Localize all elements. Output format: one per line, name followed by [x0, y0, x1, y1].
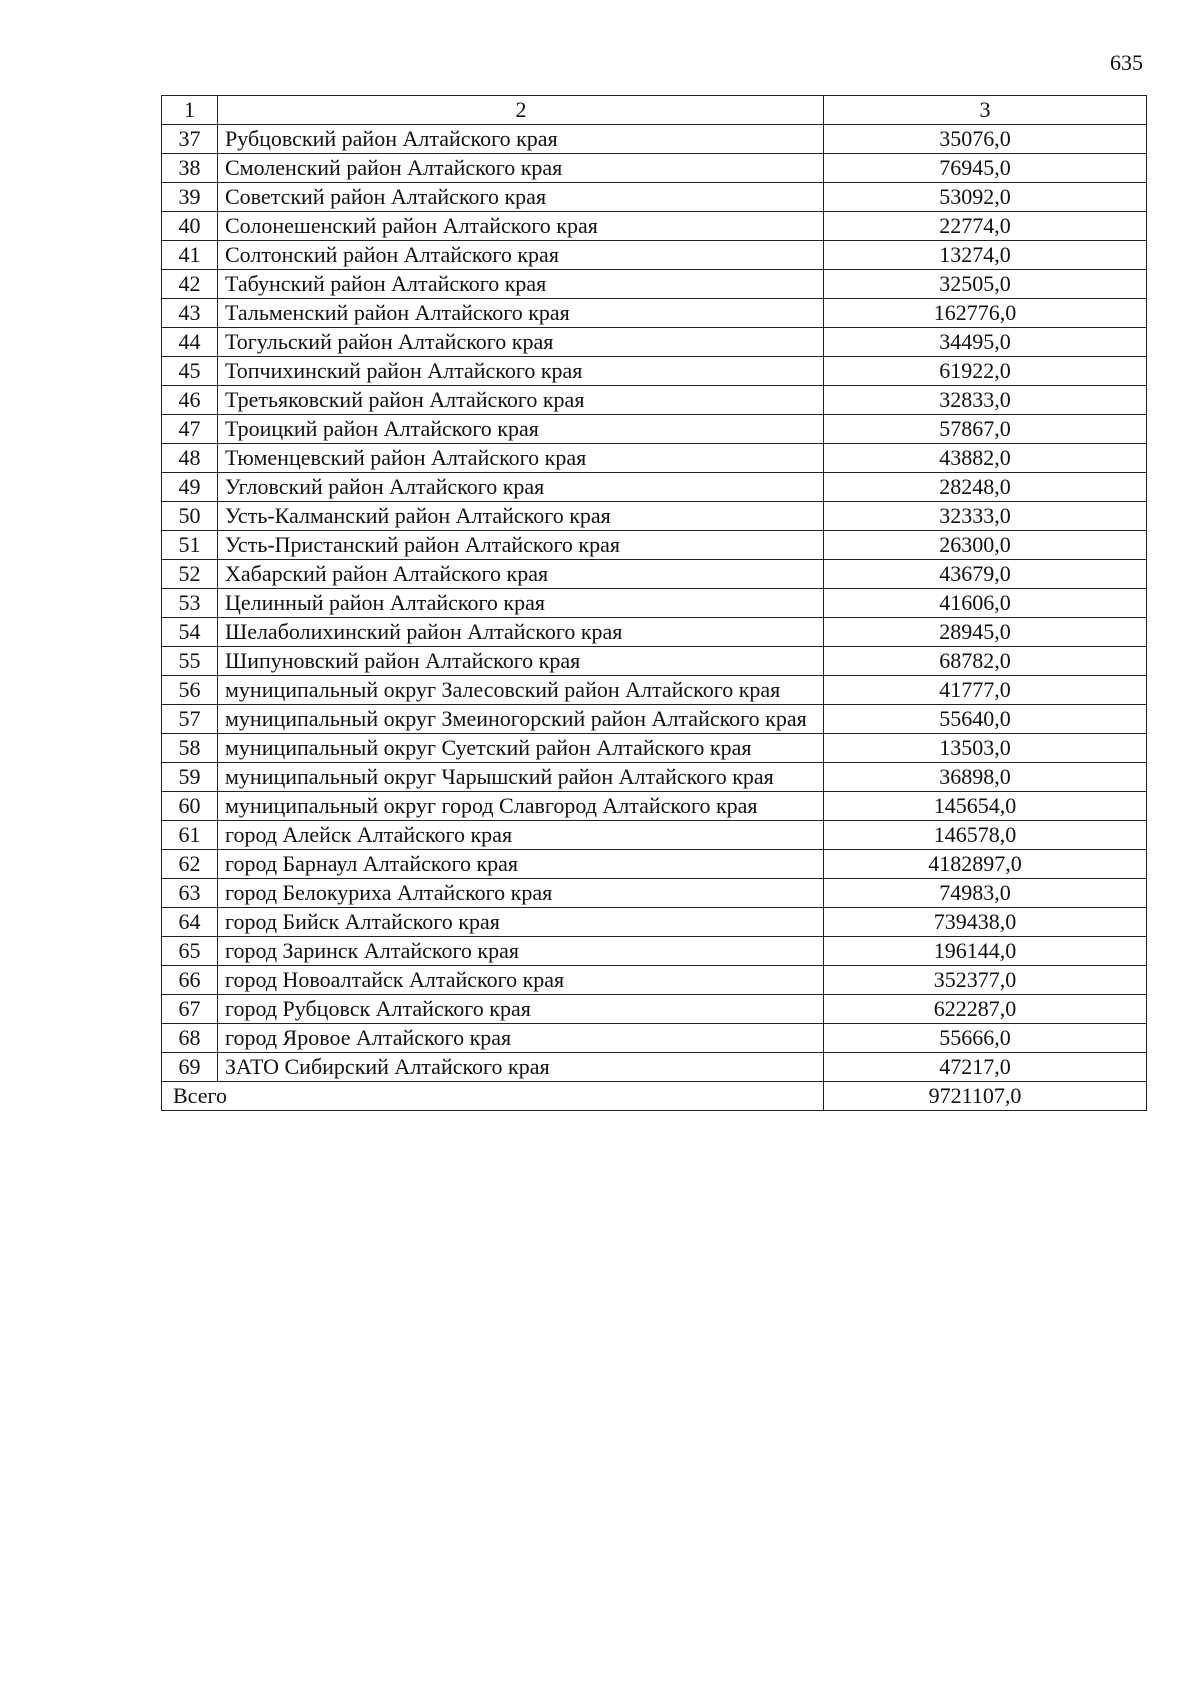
row-name: муниципальный округ Суетский район Алтайского края — [218, 734, 824, 763]
table-row — [162, 415, 1147, 444]
row-amount: 622287,0 — [824, 995, 1147, 1024]
table-row — [162, 531, 1147, 560]
row-number: 67 — [162, 995, 218, 1024]
table-row — [162, 241, 1147, 270]
row-name: Тальменский район Алтайского края — [218, 299, 824, 328]
table-row — [162, 502, 1147, 531]
row-amount: 22774,0 — [824, 212, 1147, 241]
row-name: ЗАТО Сибирский Алтайского края — [218, 1053, 824, 1082]
row-number: 39 — [162, 183, 218, 212]
total-row — [162, 1082, 1147, 1111]
row-number: 57 — [162, 705, 218, 734]
row-amount: 28248,0 — [824, 473, 1147, 502]
row-name: Хабарский район Алтайского края — [218, 560, 824, 589]
row-number: 47 — [162, 415, 218, 444]
row-amount: 145654,0 — [824, 792, 1147, 821]
row-name: муниципальный округ Залесовский район Алтайского края — [218, 676, 824, 705]
row-number: 65 — [162, 937, 218, 966]
row-amount: 35076,0 — [824, 125, 1147, 154]
row-amount: 13274,0 — [824, 241, 1147, 270]
row-number: 44 — [162, 328, 218, 357]
row-name: Топчихинский район Алтайского края — [218, 357, 824, 386]
row-name: город Алейск Алтайского края — [218, 821, 824, 850]
row-number: 41 — [162, 241, 218, 270]
row-amount: 41777,0 — [824, 676, 1147, 705]
row-amount: 32833,0 — [824, 386, 1147, 415]
total-amount: 9721107,0 — [824, 1082, 1147, 1111]
row-amount: 162776,0 — [824, 299, 1147, 328]
row-number: 58 — [162, 734, 218, 763]
header-col-amount: 3 — [824, 96, 1147, 125]
row-amount: 32333,0 — [824, 502, 1147, 531]
row-name: Шипуновский район Алтайского края — [218, 647, 824, 676]
row-amount: 739438,0 — [824, 908, 1147, 937]
row-name: Тогульский район Алтайского края — [218, 328, 824, 357]
table-row — [162, 473, 1147, 502]
row-number: 61 — [162, 821, 218, 850]
row-number: 49 — [162, 473, 218, 502]
row-name: город Новоалтайск Алтайского края — [218, 966, 824, 995]
row-number: 68 — [162, 1024, 218, 1053]
row-amount: 53092,0 — [824, 183, 1147, 212]
row-number: 53 — [162, 589, 218, 618]
row-name: город Яровое Алтайского края — [218, 1024, 824, 1053]
row-name: Солтонский район Алтайского края — [218, 241, 824, 270]
header-col-number: 1 — [162, 96, 218, 125]
row-number: 46 — [162, 386, 218, 415]
row-number: 63 — [162, 879, 218, 908]
row-number: 62 — [162, 850, 218, 879]
row-amount: 13503,0 — [824, 734, 1147, 763]
table-row — [162, 560, 1147, 589]
row-number: 48 — [162, 444, 218, 473]
row-name: Усть-Пристанский район Алтайского края — [218, 531, 824, 560]
row-number: 38 — [162, 154, 218, 183]
row-amount: 34495,0 — [824, 328, 1147, 357]
row-name: Угловский район Алтайского края — [218, 473, 824, 502]
row-name: муниципальный округ Змеиногорский район Алтайского края — [218, 705, 824, 734]
table-row — [162, 879, 1147, 908]
row-number: 37 — [162, 125, 218, 154]
row-name: город Рубцовск Алтайского края — [218, 995, 824, 1024]
row-name: Солонешенский район Алтайского края — [218, 212, 824, 241]
table-row — [162, 937, 1147, 966]
table-row — [162, 734, 1147, 763]
table-row — [162, 328, 1147, 357]
row-amount: 196144,0 — [824, 937, 1147, 966]
row-amount: 47217,0 — [824, 1053, 1147, 1082]
row-amount: 41606,0 — [824, 589, 1147, 618]
allocation-table — [161, 95, 1147, 1111]
table-row — [162, 995, 1147, 1024]
row-number: 43 — [162, 299, 218, 328]
row-amount: 28945,0 — [824, 618, 1147, 647]
row-amount: 55666,0 — [824, 1024, 1147, 1053]
table-row — [162, 705, 1147, 734]
table-row — [162, 618, 1147, 647]
header-col-name: 2 — [218, 96, 824, 125]
row-name: Рубцовский район Алтайского края — [218, 125, 824, 154]
row-number: 40 — [162, 212, 218, 241]
row-name: Третьяковский район Алтайского края — [218, 386, 824, 415]
row-number: 64 — [162, 908, 218, 937]
row-amount: 68782,0 — [824, 647, 1147, 676]
row-amount: 352377,0 — [824, 966, 1147, 995]
row-amount: 76945,0 — [824, 154, 1147, 183]
table-row — [162, 589, 1147, 618]
row-name: Троицкий район Алтайского края — [218, 415, 824, 444]
row-number: 54 — [162, 618, 218, 647]
table-row — [162, 125, 1147, 154]
page-number: 635 — [1110, 50, 1143, 75]
row-number: 56 — [162, 676, 218, 705]
table-row — [162, 270, 1147, 299]
table-row — [162, 821, 1147, 850]
table-row — [162, 1053, 1147, 1082]
row-amount: 4182897,0 — [824, 850, 1147, 879]
row-amount: 55640,0 — [824, 705, 1147, 734]
row-amount: 32505,0 — [824, 270, 1147, 299]
row-number: 52 — [162, 560, 218, 589]
total-label: Всего — [162, 1082, 824, 1111]
table-row — [162, 386, 1147, 415]
table-row — [162, 299, 1147, 328]
row-name: Целинный район Алтайского края — [218, 589, 824, 618]
table-row — [162, 357, 1147, 386]
row-name: город Заринск Алтайского края — [218, 937, 824, 966]
row-number: 50 — [162, 502, 218, 531]
row-number: 66 — [162, 966, 218, 995]
row-name: Усть-Калманский район Алтайского края — [218, 502, 824, 531]
row-name: город Барнаул Алтайского края — [218, 850, 824, 879]
row-number: 45 — [162, 357, 218, 386]
table-row — [162, 183, 1147, 212]
row-number: 55 — [162, 647, 218, 676]
table-row — [162, 212, 1147, 241]
table-header-row — [162, 96, 1147, 125]
row-amount: 43882,0 — [824, 444, 1147, 473]
row-number: 51 — [162, 531, 218, 560]
row-number: 60 — [162, 792, 218, 821]
table-row — [162, 850, 1147, 879]
row-name: муниципальный округ Чарышский район Алтайского края — [218, 763, 824, 792]
row-name: Шелаболихинский район Алтайского края — [218, 618, 824, 647]
table-row — [162, 444, 1147, 473]
row-amount: 26300,0 — [824, 531, 1147, 560]
row-number: 69 — [162, 1053, 218, 1082]
table-row — [162, 966, 1147, 995]
table-row — [162, 908, 1147, 937]
row-amount: 43679,0 — [824, 560, 1147, 589]
table-row — [162, 647, 1147, 676]
row-name: муниципальный округ город Славгород Алтайского края — [218, 792, 824, 821]
row-amount: 57867,0 — [824, 415, 1147, 444]
row-name: город Бийск Алтайского края — [218, 908, 824, 937]
row-name: Советский район Алтайского края — [218, 183, 824, 212]
row-amount: 74983,0 — [824, 879, 1147, 908]
row-number: 59 — [162, 763, 218, 792]
row-amount: 146578,0 — [824, 821, 1147, 850]
table-row — [162, 763, 1147, 792]
row-amount: 36898,0 — [824, 763, 1147, 792]
row-name: Смоленский район Алтайского края — [218, 154, 824, 183]
table-row — [162, 154, 1147, 183]
table-body — [162, 125, 1147, 1082]
row-name: Тюменцевский район Алтайского края — [218, 444, 824, 473]
row-name: город Белокуриха Алтайского края — [218, 879, 824, 908]
row-number: 42 — [162, 270, 218, 299]
table-row — [162, 1024, 1147, 1053]
table-row — [162, 676, 1147, 705]
table-row — [162, 792, 1147, 821]
row-amount: 61922,0 — [824, 357, 1147, 386]
row-name: Табунский район Алтайского края — [218, 270, 824, 299]
